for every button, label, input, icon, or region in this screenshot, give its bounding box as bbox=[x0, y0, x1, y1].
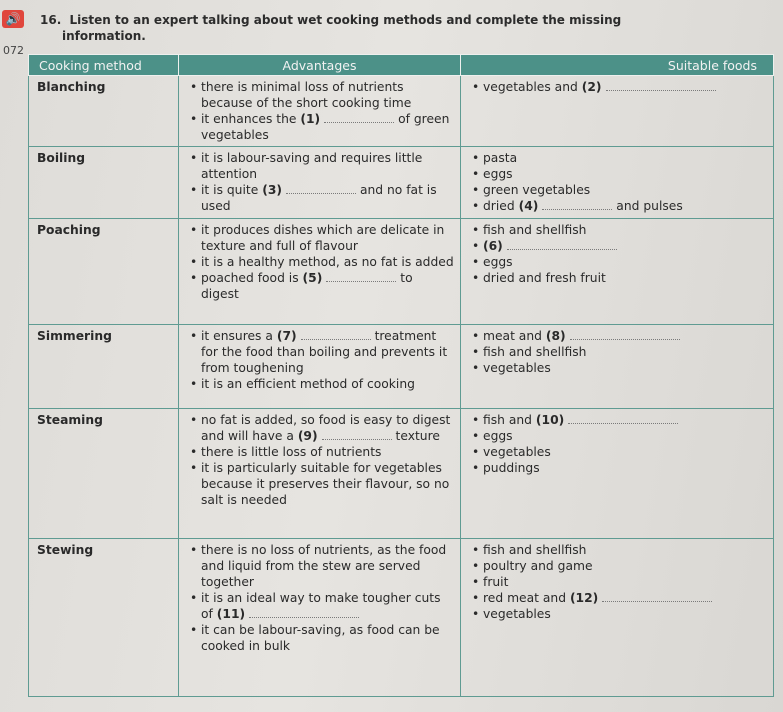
answer-blank[interactable] bbox=[602, 590, 712, 602]
item-text-after: of green vegetables bbox=[201, 112, 450, 142]
list-item bbox=[469, 166, 767, 182]
table-row bbox=[29, 409, 774, 539]
item-text-after: and no fat is used bbox=[201, 183, 437, 213]
list-item bbox=[187, 254, 454, 270]
list-item bbox=[469, 460, 767, 476]
answer-blank[interactable] bbox=[249, 606, 359, 618]
answer-blank[interactable] bbox=[286, 182, 356, 194]
item-text-before: it is quite bbox=[201, 183, 259, 197]
item-text: there is minimal loss of nutrients because of the short cooking time bbox=[201, 80, 412, 110]
item-text: vegetables bbox=[483, 607, 551, 621]
gap-number: (3) bbox=[262, 183, 283, 197]
item-text: it is labour-saving and requires little attention bbox=[201, 151, 423, 181]
gap-number: (10) bbox=[535, 413, 565, 427]
list-item bbox=[187, 376, 454, 392]
gap-number: (6) bbox=[483, 239, 503, 253]
cooking-method-cell: Blanching bbox=[29, 76, 179, 147]
item-text-before: it enhances the bbox=[201, 112, 297, 126]
suitable-foods-cell bbox=[461, 409, 774, 539]
list-item bbox=[469, 182, 767, 198]
exercise-number: 16. bbox=[40, 13, 62, 27]
list-item bbox=[187, 590, 454, 622]
suitable-foods-cell bbox=[461, 147, 774, 219]
item-text: fish and shellfish bbox=[483, 543, 587, 557]
item-text: poultry and game bbox=[483, 559, 593, 573]
advantages-cell bbox=[179, 76, 461, 147]
list-item bbox=[469, 344, 767, 360]
item-text: there is little loss of nutrients bbox=[201, 445, 382, 459]
table-row bbox=[29, 539, 774, 697]
list-item bbox=[469, 254, 767, 270]
item-text-before: red meat and bbox=[483, 591, 567, 605]
answer-blank[interactable] bbox=[322, 428, 392, 440]
list-item bbox=[187, 328, 454, 376]
item-text-before: poached food is bbox=[201, 271, 299, 285]
item-text: pasta bbox=[483, 151, 518, 165]
item-text-after: and pulses bbox=[616, 199, 683, 213]
list-item bbox=[187, 222, 454, 254]
exercise-title-line1: Listen to an expert talking about wet cooking methods and complete the missing bbox=[69, 13, 622, 27]
item-text: there is no loss of nutrients, as the food and liquid from the stew are served together bbox=[201, 543, 447, 589]
item-text-before: it ensures a bbox=[201, 329, 273, 343]
audio-speaker-icon[interactable]: 🔊 bbox=[2, 10, 24, 28]
suitable-foods-cell bbox=[461, 76, 774, 147]
suitable-foods-cell bbox=[461, 325, 774, 409]
list-item bbox=[187, 460, 454, 508]
answer-blank[interactable] bbox=[507, 238, 617, 250]
item-text-before: dried bbox=[483, 199, 515, 213]
gap-number: (9) bbox=[297, 429, 318, 443]
advantages-cell bbox=[179, 539, 461, 697]
list-item bbox=[469, 360, 767, 376]
item-text: puddings bbox=[483, 461, 540, 475]
list-item bbox=[469, 412, 767, 428]
answer-blank[interactable] bbox=[324, 111, 394, 123]
list-item bbox=[469, 590, 767, 606]
exercise-heading bbox=[40, 12, 680, 44]
advantages-cell bbox=[179, 219, 461, 325]
gap-number: (7) bbox=[276, 329, 297, 343]
cooking-method-cell: Boiling bbox=[29, 147, 179, 219]
table-row bbox=[29, 325, 774, 409]
answer-blank[interactable] bbox=[542, 198, 612, 210]
list-item bbox=[187, 270, 454, 302]
list-item bbox=[469, 150, 767, 166]
item-text: it is a healthy method, as no fat is added bbox=[201, 255, 454, 269]
answer-blank[interactable] bbox=[326, 270, 396, 282]
list-item bbox=[469, 444, 767, 460]
list-item bbox=[469, 542, 767, 558]
item-text: fish and shellfish bbox=[483, 345, 587, 359]
list-item bbox=[187, 79, 454, 111]
item-text: dried and fresh fruit bbox=[483, 271, 606, 285]
item-text: eggs bbox=[483, 167, 513, 181]
table-header-row bbox=[29, 55, 774, 76]
header-advantages: Advantages bbox=[179, 55, 461, 76]
item-text: it produces dishes which are delicate in texture and full of flavour bbox=[201, 223, 445, 253]
list-item bbox=[469, 428, 767, 444]
gap-number: (1) bbox=[300, 112, 321, 126]
suitable-foods-cell bbox=[461, 539, 774, 697]
item-text-after: to digest bbox=[201, 271, 413, 301]
exercise-title-line2: information. bbox=[62, 29, 146, 43]
list-item bbox=[469, 222, 767, 238]
answer-blank[interactable] bbox=[301, 328, 371, 340]
item-text-after: treatment for the food than boiling and prevents it from toughening bbox=[201, 329, 448, 375]
list-item bbox=[469, 270, 767, 286]
list-item bbox=[469, 198, 767, 214]
answer-blank[interactable] bbox=[568, 412, 678, 424]
cooking-methods-table bbox=[28, 54, 774, 697]
item-text-before: fish and bbox=[483, 413, 532, 427]
item-text: it can be labour-saving, as food can be cooked in bulk bbox=[201, 623, 440, 653]
advantages-cell bbox=[179, 147, 461, 219]
gap-number: (11) bbox=[216, 607, 246, 621]
item-text: vegetables bbox=[483, 445, 551, 459]
answer-blank[interactable] bbox=[570, 328, 680, 340]
gap-number: (8) bbox=[545, 329, 566, 343]
list-item bbox=[187, 542, 454, 590]
item-text-before: vegetables and bbox=[483, 80, 578, 94]
list-item bbox=[187, 412, 454, 444]
gap-number: (2) bbox=[581, 80, 602, 94]
answer-blank[interactable] bbox=[606, 79, 716, 91]
item-text-before: no fat is added, so food is easy to digest and will have a bbox=[201, 413, 451, 443]
list-item bbox=[469, 328, 767, 344]
list-item bbox=[469, 574, 767, 590]
table-row bbox=[29, 76, 774, 147]
item-text: eggs bbox=[483, 429, 513, 443]
header-cooking-method: Cooking method bbox=[29, 55, 179, 76]
item-text: it is particularly suitable for vegetables because it preserves their flavour, so no salt is needed bbox=[201, 461, 450, 507]
list-item bbox=[469, 606, 767, 622]
cooking-method-cell: Steaming bbox=[29, 409, 179, 539]
list-item bbox=[187, 622, 454, 654]
suitable-foods-cell bbox=[461, 219, 774, 325]
list-item bbox=[469, 79, 767, 95]
gap-number: (12) bbox=[569, 591, 599, 605]
track-number: 072 bbox=[3, 44, 24, 57]
advantages-cell bbox=[179, 409, 461, 539]
item-text-after: texture bbox=[395, 429, 440, 443]
cooking-method-cell: Stewing bbox=[29, 539, 179, 697]
advantages-cell bbox=[179, 325, 461, 409]
list-item bbox=[187, 111, 454, 143]
list-item bbox=[187, 150, 454, 182]
list-item bbox=[469, 558, 767, 574]
item-text-before: it is an ideal way to make tougher cuts of bbox=[201, 591, 441, 621]
cooking-method-cell: Poaching bbox=[29, 219, 179, 325]
item-text: vegetables bbox=[483, 361, 551, 375]
list-item bbox=[187, 444, 454, 460]
list-item bbox=[187, 182, 454, 214]
item-text: it is an efficient method of cooking bbox=[201, 377, 415, 391]
table-row bbox=[29, 219, 774, 325]
cooking-method-cell: Simmering bbox=[29, 325, 179, 409]
item-text: fruit bbox=[483, 575, 509, 589]
header-suitable-foods: Suitable foods bbox=[461, 55, 774, 76]
gap-number: (4) bbox=[518, 199, 539, 213]
item-text: fish and shellfish bbox=[483, 223, 587, 237]
item-text-before: meat and bbox=[483, 329, 542, 343]
list-item bbox=[469, 238, 767, 254]
gap-number: (5) bbox=[302, 271, 323, 285]
item-text: eggs bbox=[483, 255, 513, 269]
table-row bbox=[29, 147, 774, 219]
item-text: green vegetables bbox=[483, 183, 591, 197]
